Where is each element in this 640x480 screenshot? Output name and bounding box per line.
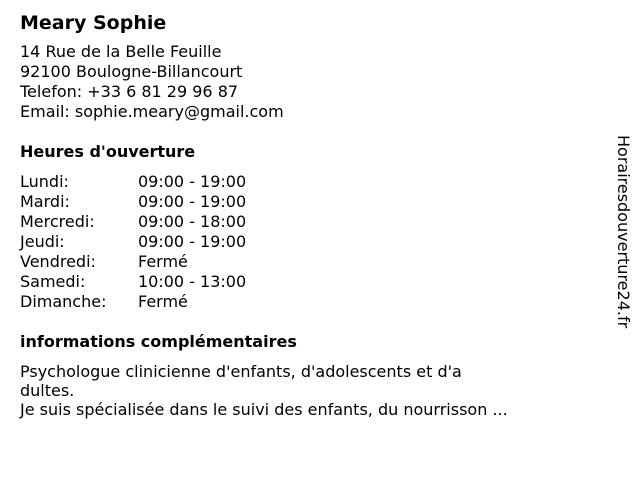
- description-line: Psychologue clinicienne d'enfants, d'adolescents et d'a dultes.: [20, 362, 462, 400]
- opening-hours-title: Heures d'ouverture: [20, 142, 196, 161]
- opening-hours-table: [20, 172, 580, 312]
- hours-day: Mardi:: [20, 192, 70, 211]
- hours-day: Mercredi:: [20, 212, 95, 231]
- hours-time: Fermé: [138, 252, 188, 271]
- hours-day: Vendredi:: [20, 252, 96, 271]
- hours-time: Fermé: [138, 292, 188, 311]
- address-city: 92100 Boulogne-Billancourt: [20, 62, 243, 81]
- hours-time: 10:00 - 13:00: [138, 272, 247, 291]
- address-street: 14 Rue de la Belle Feuille: [20, 42, 222, 61]
- hours-time: 09:00 - 19:00: [138, 192, 247, 211]
- email-address[interactable]: sophie.meary@gmail.com: [74, 102, 284, 121]
- email-line: [20, 102, 580, 122]
- business-name: Meary Sophie: [20, 12, 167, 34]
- hours-row-jeudi: [20, 232, 580, 252]
- hours-time: 09:00 - 19:00: [138, 172, 247, 191]
- phone-label: Telefon:: [20, 82, 88, 101]
- hours-time: 09:00 - 19:00: [138, 232, 247, 251]
- additional-info-text: [20, 362, 510, 419]
- hours-row-samedi: [20, 272, 580, 292]
- phone-number[interactable]: +33 6 81 29 96 87: [87, 82, 239, 101]
- email-label: Email:: [20, 102, 75, 121]
- business-card: [20, 10, 580, 419]
- hours-row-lundi: [20, 172, 580, 192]
- hours-time: 09:00 - 18:00: [138, 212, 247, 231]
- phone-line: [20, 82, 580, 102]
- hours-row-vendredi: [20, 252, 580, 272]
- hours-row-mercredi: [20, 212, 580, 232]
- hours-day: Lundi:: [20, 172, 69, 191]
- watermark-text: Horairesdouverture24.fr: [614, 135, 633, 329]
- hours-day: Dimanche:: [20, 292, 107, 311]
- hours-row-dimanche: [20, 292, 580, 312]
- additional-info-title: informations complémentaires: [20, 332, 297, 351]
- hours-row-mardi: [20, 192, 580, 212]
- description-line: Je suis spécialisée dans le suivi des enfants, du nourrisson ...: [20, 400, 508, 419]
- hours-day: Samedi:: [20, 272, 86, 291]
- hours-day: Jeudi:: [20, 232, 65, 251]
- watermark: [608, 135, 638, 345]
